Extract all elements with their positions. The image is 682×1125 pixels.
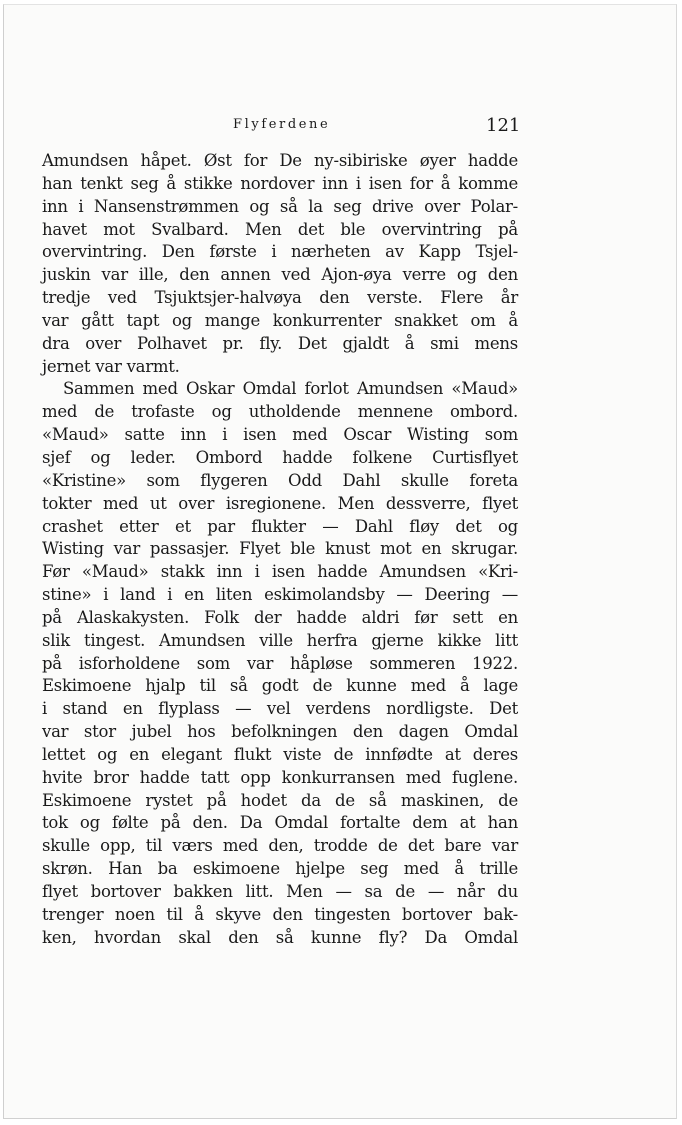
text-line: skrøn. Han ba eskimoene hjelpe seg med å trille <box>42 859 518 879</box>
text-line: Wisting var passasjer. Flyet ble knust mot en skrugar. <box>42 539 518 559</box>
text-line: inn i Nansenstrømmen og så la seg drive over Polar- <box>42 196 518 216</box>
text-line: med de trofaste og utholdende mennene ombord. <box>42 402 518 422</box>
text-line: var gått tapt og mange konkurrenter snakket om å <box>42 310 518 330</box>
text-line: på isforholdene som var håpløse sommeren 1922. <box>42 653 518 673</box>
text-line: flyet bortover bakken litt. Men — sa de — når du <box>42 882 518 901</box>
running-head: Flyferdene <box>233 117 331 132</box>
text-line: tokter med ut over isregionene. Men dessverre, flyet <box>42 493 518 513</box>
text-line: slik tingest. Amundsen ville herfra gjerne kikke litt <box>42 630 518 650</box>
text-line: lettet og en elegant flukt viste de innfødte at deres <box>42 744 518 764</box>
text-line: jernet var varmt. <box>42 356 180 376</box>
text-line: han tenkt seg å stikke nordover inn i isen for å komme <box>42 173 518 193</box>
text-line: tredje ved Tsjuktsjer-halvøya den verste. Flere år <box>42 288 518 308</box>
text-line: skulle opp, til værs med den, trodde de det bare var <box>42 836 518 856</box>
text-line: dra over Polhavet pr. fly. Det gjaldt å smi mens <box>42 333 518 353</box>
text-line: «Maud» satte inn i isen med Oscar Wisting som <box>42 425 518 445</box>
text-line: sjef og leder. Ombord hadde folkene Curtisflyet <box>42 447 518 467</box>
text-line: var stor jubel hos befolkningen den dagen Omdal <box>42 722 518 742</box>
text-line: juskin var ille, den annen ved Ajon-øya verre og den <box>42 265 518 285</box>
text-line: på Alaskakysten. Folk der hadde aldri før sett en <box>42 607 518 627</box>
text-line: Amundsen håpet. Øst for De ny-sibiriske øyer hadde <box>42 151 518 170</box>
text-line: hvite bror hadde tatt opp konkurransen med fuglene. <box>42 767 518 787</box>
text-line: Sammen med Oskar Omdal forlot Amundsen «Maud» <box>63 379 518 399</box>
book-page <box>3 4 677 1119</box>
text-line: crashet etter et par flukter — Dahl fløy det og <box>42 516 518 536</box>
text-line: havet mot Svalbard. Men det ble overvintring på <box>42 219 518 239</box>
text-line: «Kristine» som flygeren Odd Dahl skulle foreta <box>42 470 518 490</box>
text-line: overvintring. Den første i nærheten av Kapp Tsjel- <box>42 242 518 262</box>
text-line: tok og følte på den. Da Omdal fortalte dem at han <box>42 813 518 833</box>
text-line: trenger noen til å skyve den tingesten bortover bak- <box>42 904 518 924</box>
text-line: Før «Maud» stakk inn i isen hadde Amundsen «Kri- <box>42 562 518 582</box>
text-line: Eskimoene rystet på hodet da de så maskinen, de <box>42 790 518 810</box>
text-line: stine» i land i en liten eskimolandsby — Deering — <box>42 585 518 605</box>
body-text <box>42 150 518 950</box>
page-number: 121 <box>486 115 521 136</box>
text-line: Eskimoene hjalp til så godt de kunne med å lage <box>42 676 518 696</box>
text-line: i stand en flyplass — vel verdens nordligste. Det <box>42 699 518 719</box>
text-line: ken, hvordan skal den så kunne fly? Da Omdal <box>42 927 518 947</box>
